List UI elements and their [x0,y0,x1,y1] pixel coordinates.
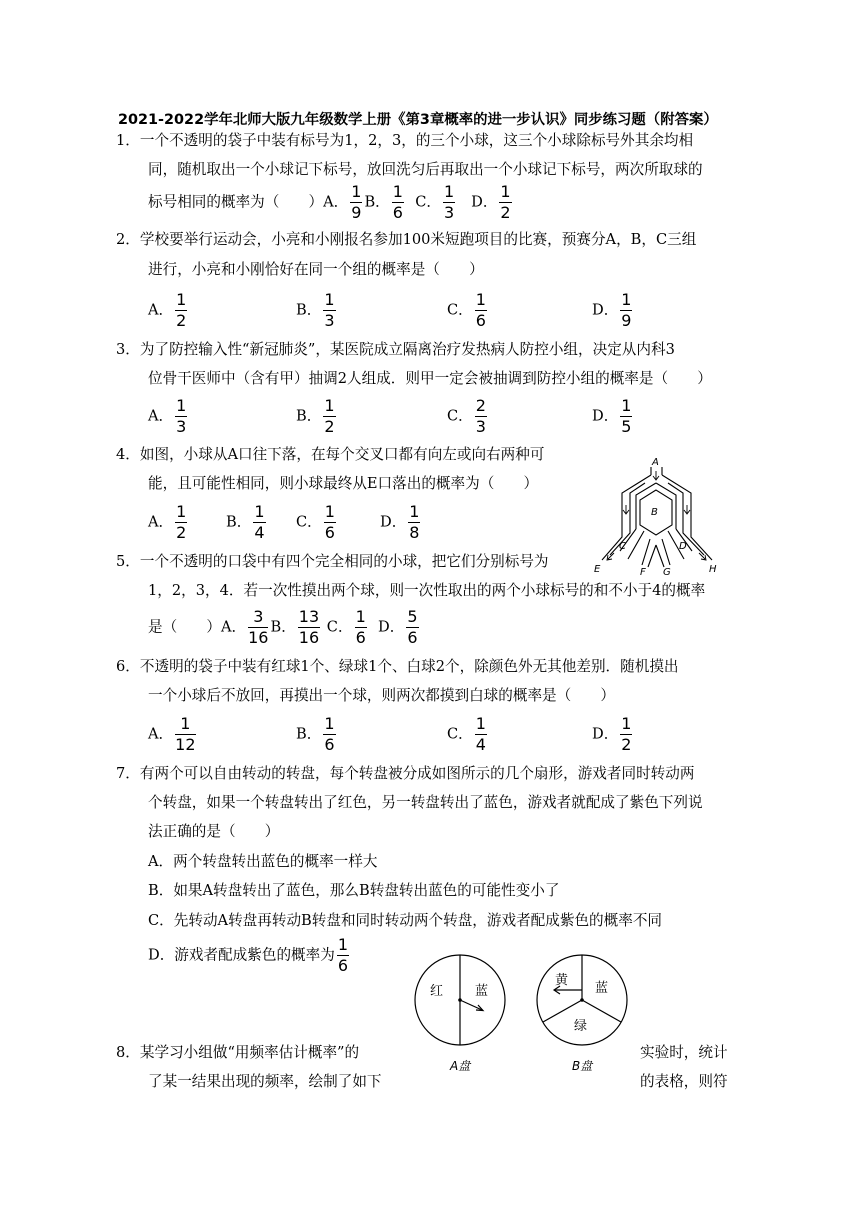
q8-line1-left: 8．某学习小组做“用频率估计概率”的 [116,1044,360,1061]
disk-a-blue-label: 蓝 [475,984,489,999]
q5-frac-b: $\frac{13}{16}$ [298,607,320,647]
q4-option-c: C． $\frac{1}{6}$ [296,502,335,542]
q5-line2: 1，2，3，4．若一次性摸出两个球，则一次性取出的两个小球标号的和不小于4的概率 [148,582,706,599]
q7-option-d: D．游戏者配成紫色的概率为 $\frac{1}{6}$ [148,935,349,975]
q1-label-b: B． [364,193,390,211]
disk-b-blue-label: 蓝 [595,981,609,996]
q2-option-d: D． $\frac{1}{9}$ [592,290,632,330]
disk-a-spinner [415,955,505,1045]
q4-option-b: B． $\frac{1}{4}$ [226,502,265,542]
q4-label-b: B [651,507,658,518]
q1-label-d: D． [471,193,498,211]
disk-a-red-label: 红 [430,984,444,999]
q1-options [148,184,514,221]
q2-option-c: C． $\frac{1}{6}$ [447,290,486,330]
q5-line1: 5．一个不透明的口袋中有四个完全相同的小球，把它们分别标号为 [116,553,549,570]
q4-label-g: G [663,567,671,578]
q1-frac-c: $\frac{1}{3}$ [444,182,455,222]
q4-label-d: D [679,541,687,552]
q2-line1: 2．学校要举行运动会，小亮和小刚报名参加100米短跑项目的比赛，预赛分A，B，C三组 [116,231,697,248]
q1-label-c: C． [415,193,442,211]
q7-line2: 个转盘，如果一个转盘转出了红色，另一转盘转出了蓝色，游戏者就配成了紫色下列说 [148,794,703,811]
q1-frac-a: $\frac{1}{9}$ [351,182,362,222]
q5-options [148,609,421,646]
q4-label-h: H [709,564,717,575]
q6-option-b: B． $\frac{1}{6}$ [296,714,335,754]
q7-option-c: C．先转动A转盘再转动B转盘和同时转动两个转盘，游戏者配成紫色的概率不同 [148,912,663,929]
q6-option-d: D． $\frac{1}{2}$ [592,714,632,754]
q7-spinner-figure [410,950,640,1080]
q3-line2: 位骨干医师中（含有甲）抽调2人组成．则甲一定会被抽调到防控小组的概率是（ ） [148,370,712,387]
disk-b-yellow-label: 黄 [555,973,569,988]
q8-line1-right: 实验时，统计 [640,1044,728,1061]
disk-a-caption: A盘 [450,1059,471,1073]
q7-option-a: A．两个转盘转出蓝色的概率一样大 [148,853,378,870]
q4-path-diagram [592,455,722,580]
q6-line1: 6．不透明的袋子中装有红球1个、绿球1个、白球2个，除颜色外无其他差别．随机摸出 [116,658,679,675]
q5-label-b: B． [270,618,296,636]
q6-line2: 一个小球后不放回，再摸出一个球，则两次都摸到白球的概率是（ ） [148,687,616,704]
page-title: 2021-2022学年北师大版九年级数学上册《第3章概率的进一步认识》同步练习题（附答案） [118,112,718,128]
q5-frac-d: $\frac{5}{6}$ [407,607,418,647]
q5-label-d: D． [378,618,405,636]
q4-label-f: F [640,567,646,578]
q7-frac-d: $\frac{1}{6}$ [337,935,349,975]
q4-label-a: A [652,457,659,468]
q7-line3: 法正确的是（ ） [148,823,280,840]
q8-line2-right: 的表格，则符 [640,1073,728,1090]
q6-option-a: A． $\frac{1}{12}$ [148,714,196,754]
q4-label-e: E [594,564,601,575]
q1-stem-end: 标号相同的概率为（ ）A． [148,193,349,211]
q7-line1: 7．有两个可以自由转动的转盘，每个转盘被分成如图所示的几个扇形，游戏者同时转动两 [116,765,695,782]
q1-line1: 1．一个不透明的袋子中装有标号为1，2，3，的三个小球，这三个小球除标号外其余均相 [116,132,694,149]
q3-option-d: D． $\frac{1}{5}$ [592,396,632,436]
q5-stem-end: 是（ ）A． [148,618,247,636]
q2-option-a: A． $\frac{1}{2}$ [148,290,187,330]
q5-frac-a: $\frac{3}{16}$ [248,607,269,647]
q4-line1: 4．如图，小球从A口往下落，在每个交叉口都有向左或向右两种可 [116,446,545,463]
q4-line2: 能，且可能性相同，则小球最终从E口落出的概率为（ ） [148,475,539,492]
q5-frac-c: $\frac{1}{6}$ [355,607,366,647]
q3-option-a: A． $\frac{1}{3}$ [148,396,187,436]
disk-b-caption: B盘 [572,1059,593,1073]
q3-option-c: C． $\frac{2}{3}$ [447,396,486,436]
q5-label-c: C． [326,618,353,636]
q3-line1: 3．为了防控输入性“新冠肺炎”，某医院成立隔离治疗发热病人防控小组，决定从内科3 [116,341,675,358]
q2-line2: 进行，小亮和小刚恰好在同一个组的概率是（ ） [148,261,484,278]
q4-option-d: D． $\frac{1}{8}$ [380,502,420,542]
q4-option-a: A． $\frac{1}{2}$ [148,502,187,542]
q7-option-b: B．如果A转盘转出了蓝色，那么B转盘转出蓝色的可能性变小了 [148,882,560,899]
disk-b-green-label: 绿 [574,1019,588,1034]
q2-option-b: B． $\frac{1}{3}$ [296,290,335,330]
q4-label-c: C [619,541,626,552]
q1-line2: 同，随机取出一个小球记下标号，放回洗匀后再取出一个小球记下标号，两次所取球的 [148,161,703,178]
q3-option-b: B． $\frac{1}{2}$ [296,396,335,436]
q1-frac-b: $\frac{1}{6}$ [392,182,403,222]
q1-frac-d: $\frac{1}{2}$ [500,182,511,222]
q8-line2-left: 了某一结果出现的频率，绘制了如下 [148,1073,382,1090]
q6-option-c: C． $\frac{1}{4}$ [447,714,486,754]
